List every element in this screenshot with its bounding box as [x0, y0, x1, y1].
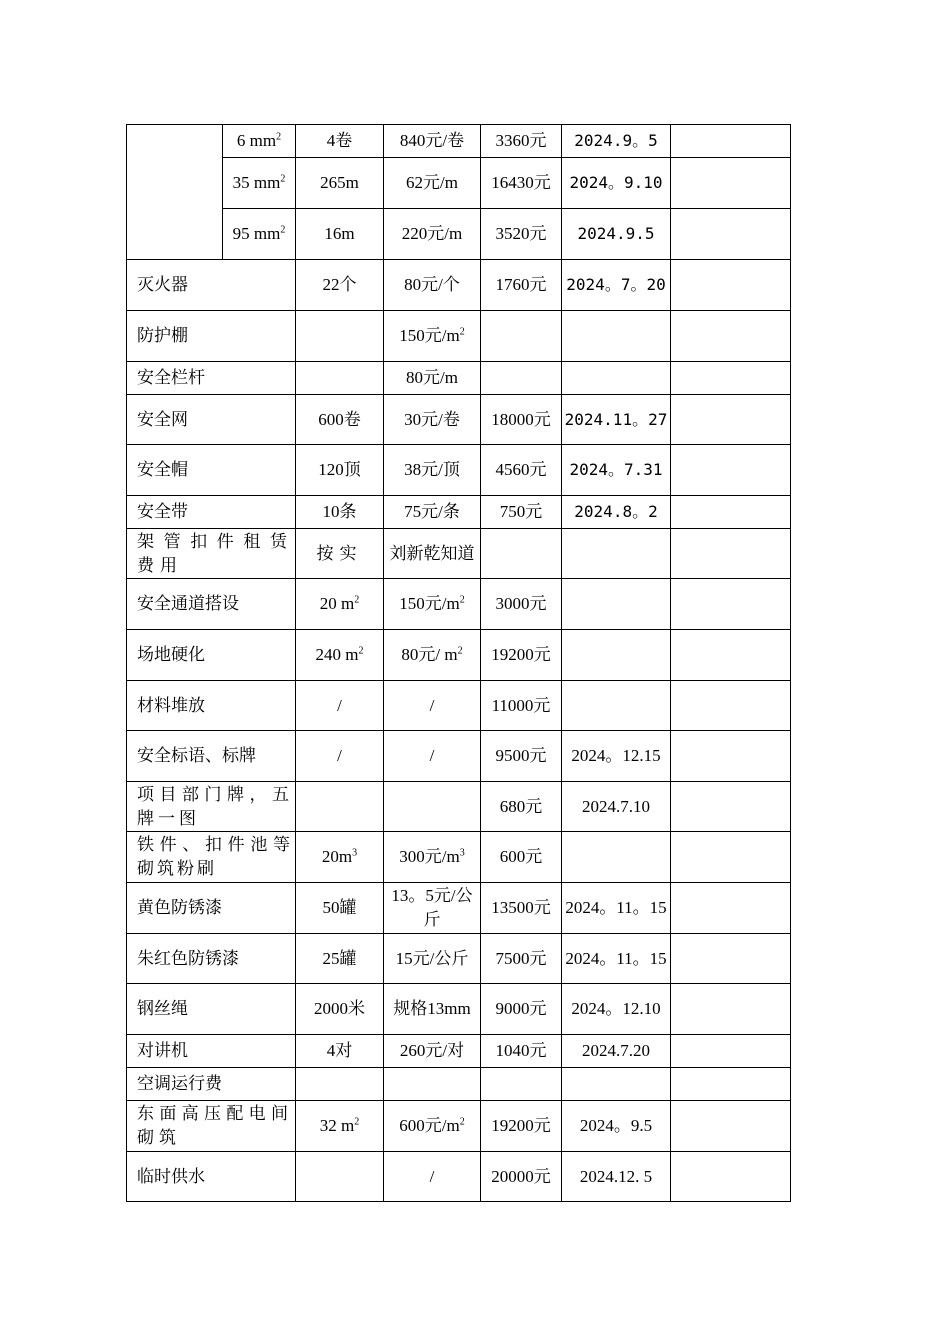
spec-cell: 6 $mm^2$ [223, 125, 296, 158]
total-cell: 11000元 [481, 681, 562, 731]
table-row [127, 1152, 791, 1202]
unit-price-cell: 300元$/m^3$ [384, 832, 481, 883]
quantity-cell: $20m^3$ [296, 832, 384, 883]
remark-cell [671, 782, 791, 832]
table-row [127, 883, 791, 934]
quantity-cell: 265m [296, 158, 384, 209]
unit-price-cell: 75元/条 [384, 496, 481, 529]
table-row [127, 529, 791, 579]
date-cell: 2024.8。2 [562, 496, 671, 529]
date-cell [562, 681, 671, 731]
date-cell: 2024。9.10 [562, 158, 671, 209]
quantity-cell: 2000米 [296, 984, 384, 1035]
table-row [127, 782, 791, 832]
item-name-cell: 安全栏杆 [127, 362, 296, 395]
total-cell: 9500元 [481, 731, 562, 782]
table-row [127, 395, 791, 445]
unit-price-cell: 80元/个 [384, 260, 481, 311]
unit-price-cell: 600元$/m^2$ [384, 1101, 481, 1152]
remark-cell [671, 445, 791, 496]
item-name-cell: 安全通道搭设 [127, 579, 296, 630]
remark-cell [671, 158, 791, 209]
total-cell: 600元 [481, 832, 562, 883]
quantity-cell [296, 1068, 384, 1101]
item-name-cell: 铁件、扣件池等砌筑粉刷 [127, 832, 296, 883]
remark-cell [671, 496, 791, 529]
remark-cell [671, 579, 791, 630]
unit-price-cell [384, 1068, 481, 1101]
item-name-cell: 朱红色防锈漆 [127, 934, 296, 984]
item-name-cell: 空调运行费 [127, 1068, 296, 1101]
total-cell: 3360元 [481, 125, 562, 158]
remark-cell [671, 1152, 791, 1202]
date-cell: 2024.7.20 [562, 1035, 671, 1068]
table-row [127, 260, 791, 311]
remark-cell [671, 125, 791, 158]
item-name-cell: 灭火器 [127, 260, 296, 311]
table-row [127, 731, 791, 782]
table-row [127, 496, 791, 529]
table-row [127, 362, 791, 395]
unit-price-cell: 13。5元/公斤 [384, 883, 481, 934]
total-cell: 16430元 [481, 158, 562, 209]
quantity-cell: 120顶 [296, 445, 384, 496]
table-row [127, 984, 791, 1035]
quantity-cell: 32 $m^2$ [296, 1101, 384, 1152]
item-name-cell: 项目部门牌，五牌一图 [127, 782, 296, 832]
spec-cell: 35 $mm^2$ [223, 158, 296, 209]
quantity-cell: 按实 [296, 529, 384, 579]
item-name-cell: 场地硬化 [127, 630, 296, 681]
remark-cell [671, 934, 791, 984]
remark-cell [671, 1068, 791, 1101]
item-name-cell: 钢丝绳 [127, 984, 296, 1035]
total-cell: 9000元 [481, 984, 562, 1035]
total-cell: 1040元 [481, 1035, 562, 1068]
remark-cell [671, 630, 791, 681]
total-cell: 3000元 [481, 579, 562, 630]
table-row [127, 209, 791, 260]
quantity-cell: 20 $m^2$ [296, 579, 384, 630]
quantity-cell: 25罐 [296, 934, 384, 984]
remark-cell [671, 681, 791, 731]
table-row [127, 158, 791, 209]
total-cell: 750元 [481, 496, 562, 529]
table-row [127, 445, 791, 496]
quantity-cell: 4卷 [296, 125, 384, 158]
unit-price-cell: 刘新乾知道 [384, 529, 481, 579]
unit-price-cell: / [384, 731, 481, 782]
table-row [127, 681, 791, 731]
table-row [127, 1101, 791, 1152]
quantity-cell: 600卷 [296, 395, 384, 445]
unit-price-cell: 840元/卷 [384, 125, 481, 158]
item-name-cell: 安全网 [127, 395, 296, 445]
unit-price-cell: 220元/m [384, 209, 481, 260]
total-cell [481, 311, 562, 362]
remark-cell [671, 832, 791, 883]
date-cell [562, 311, 671, 362]
remark-cell [671, 984, 791, 1035]
remark-cell [671, 731, 791, 782]
remark-cell [671, 1035, 791, 1068]
table-row [127, 311, 791, 362]
unit-price-cell: / [384, 681, 481, 731]
quantity-cell [296, 362, 384, 395]
unit-price-cell: 规格13mm [384, 984, 481, 1035]
quantity-cell: / [296, 681, 384, 731]
unit-price-cell: 38元/顶 [384, 445, 481, 496]
remark-cell [671, 209, 791, 260]
table-row [127, 630, 791, 681]
table-row [127, 832, 791, 883]
date-cell: 2024。12.10 [562, 984, 671, 1035]
date-cell: 2024.9。5 [562, 125, 671, 158]
date-cell: 2024。12.15 [562, 731, 671, 782]
table-row [127, 125, 791, 158]
item-name-cell: 黄色防锈漆 [127, 883, 296, 934]
unit-price-cell [384, 782, 481, 832]
date-cell [562, 1068, 671, 1101]
total-cell: 13500元 [481, 883, 562, 934]
unit-price-cell: / [384, 1152, 481, 1202]
quantity-cell [296, 1152, 384, 1202]
quantity-cell: 50罐 [296, 883, 384, 934]
quantity-cell: / [296, 731, 384, 782]
total-cell [481, 1068, 562, 1101]
date-cell [562, 630, 671, 681]
total-cell: 4560元 [481, 445, 562, 496]
table-row [127, 934, 791, 984]
date-cell: 2024。11。15 [562, 883, 671, 934]
unit-price-cell: 150元$/m^2$ [384, 311, 481, 362]
date-cell: 2024。9.5 [562, 1101, 671, 1152]
unit-price-cell: 62元/m [384, 158, 481, 209]
unit-price-cell: 15元/公斤 [384, 934, 481, 984]
total-cell: 3520元 [481, 209, 562, 260]
total-cell: 19200元 [481, 1101, 562, 1152]
total-cell [481, 362, 562, 395]
remark-cell [671, 260, 791, 311]
remark-cell [671, 362, 791, 395]
item-name-cell: 材料堆放 [127, 681, 296, 731]
table-row [127, 1068, 791, 1101]
total-cell: 18000元 [481, 395, 562, 445]
quantity-cell: 16m [296, 209, 384, 260]
date-cell [562, 579, 671, 630]
item-name-cell: 安全标语、标牌 [127, 731, 296, 782]
item-name-cell: 防护棚 [127, 311, 296, 362]
item-name-cell [127, 125, 223, 260]
unit-price-cell: 30元/卷 [384, 395, 481, 445]
remark-cell [671, 529, 791, 579]
item-name-cell: 安全带 [127, 496, 296, 529]
remark-cell [671, 395, 791, 445]
item-name-cell: 东面高压配电间砌筑 [127, 1101, 296, 1152]
unit-price-cell: 260元/对 [384, 1035, 481, 1068]
remark-cell [671, 1101, 791, 1152]
date-cell: 2024.9.5 [562, 209, 671, 260]
date-cell: 2024.7.10 [562, 782, 671, 832]
unit-price-cell: 150元$/m^2$ [384, 579, 481, 630]
unit-price-cell: 80元/m [384, 362, 481, 395]
item-name-cell: 对讲机 [127, 1035, 296, 1068]
date-cell [562, 529, 671, 579]
total-cell: 19200元 [481, 630, 562, 681]
date-cell: 2024。11。15 [562, 934, 671, 984]
date-cell [562, 832, 671, 883]
item-name-cell: 安全帽 [127, 445, 296, 496]
total-cell: 1760元 [481, 260, 562, 311]
total-cell: 20000元 [481, 1152, 562, 1202]
total-cell: 7500元 [481, 934, 562, 984]
date-cell: 2024.11。27 [562, 395, 671, 445]
cost-table [126, 124, 791, 1202]
item-name-cell: 架管扣件租赁费用 [127, 529, 296, 579]
quantity-cell: 10条 [296, 496, 384, 529]
item-name-cell: 临时供水 [127, 1152, 296, 1202]
remark-cell [671, 311, 791, 362]
spec-cell: 95 $mm^2$ [223, 209, 296, 260]
total-cell [481, 529, 562, 579]
remark-cell [671, 883, 791, 934]
quantity-cell: 22个 [296, 260, 384, 311]
date-cell: 2024。7.31 [562, 445, 671, 496]
table-row [127, 1035, 791, 1068]
quantity-cell: 4对 [296, 1035, 384, 1068]
total-cell: 680元 [481, 782, 562, 832]
date-cell [562, 362, 671, 395]
quantity-cell: 240 $m^2$ [296, 630, 384, 681]
quantity-cell [296, 782, 384, 832]
quantity-cell [296, 311, 384, 362]
unit-price-cell: 80元/ $m^2$ [384, 630, 481, 681]
date-cell: 2024。7。20 [562, 260, 671, 311]
table-row [127, 579, 791, 630]
date-cell: 2024.12. 5 [562, 1152, 671, 1202]
